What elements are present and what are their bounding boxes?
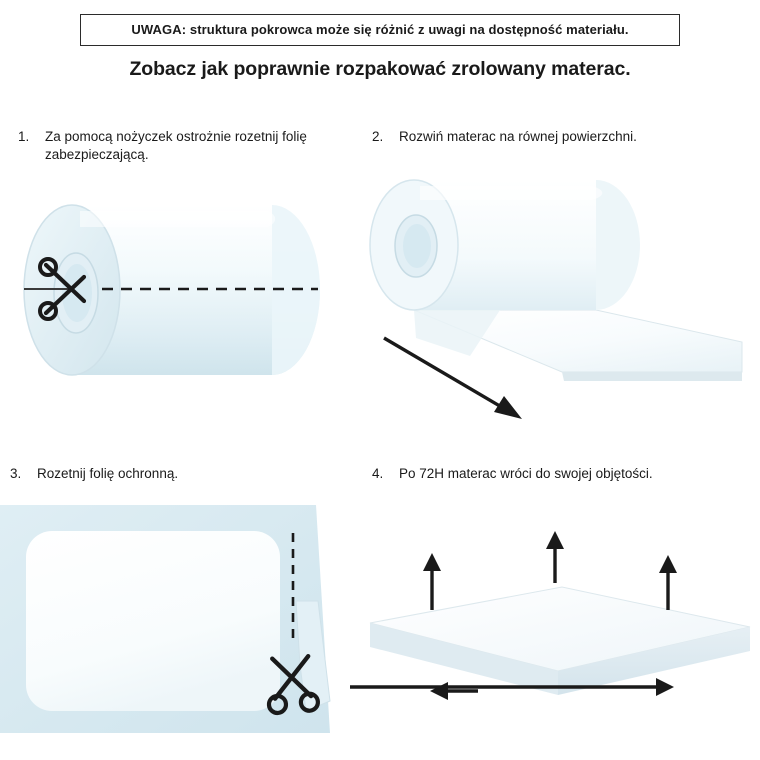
direction-arrow bbox=[384, 338, 510, 412]
step-2-illustration bbox=[350, 160, 750, 435]
direction-arrow-head bbox=[494, 396, 522, 419]
step-2-number: 2. bbox=[372, 129, 384, 144]
step-4-illustration bbox=[350, 505, 760, 750]
step-3-illustration bbox=[0, 505, 340, 750]
step-2-label bbox=[372, 128, 702, 146]
step-4-label bbox=[372, 465, 712, 483]
step-4-text: Po 72H materac wróci do swojej objętości. bbox=[399, 466, 653, 481]
step-3-number: 3. bbox=[10, 466, 22, 481]
step-4-number: 4. bbox=[372, 466, 384, 481]
warning-banner-text: UWAGA: struktura pokrowca może się różnić z uwagi na dostępność materiału. bbox=[131, 22, 629, 37]
step-1-text: Za pomocą nożyczek ostrożnie rozetnij folię zabezpieczającą. bbox=[45, 129, 307, 163]
step-3-text: Rozetnij folię ochronną. bbox=[37, 466, 179, 481]
step-1-number: 1. bbox=[18, 129, 30, 144]
warning-banner bbox=[80, 14, 680, 46]
step-3-label bbox=[10, 465, 330, 483]
step-1-illustration bbox=[10, 175, 340, 425]
step-1-label bbox=[18, 128, 318, 164]
page-title: Zobacz jak poprawnie rozpakować zrolowany materac. bbox=[129, 58, 631, 80]
step-2-text: Rozwiń materac na równej powierzchni. bbox=[399, 129, 637, 144]
